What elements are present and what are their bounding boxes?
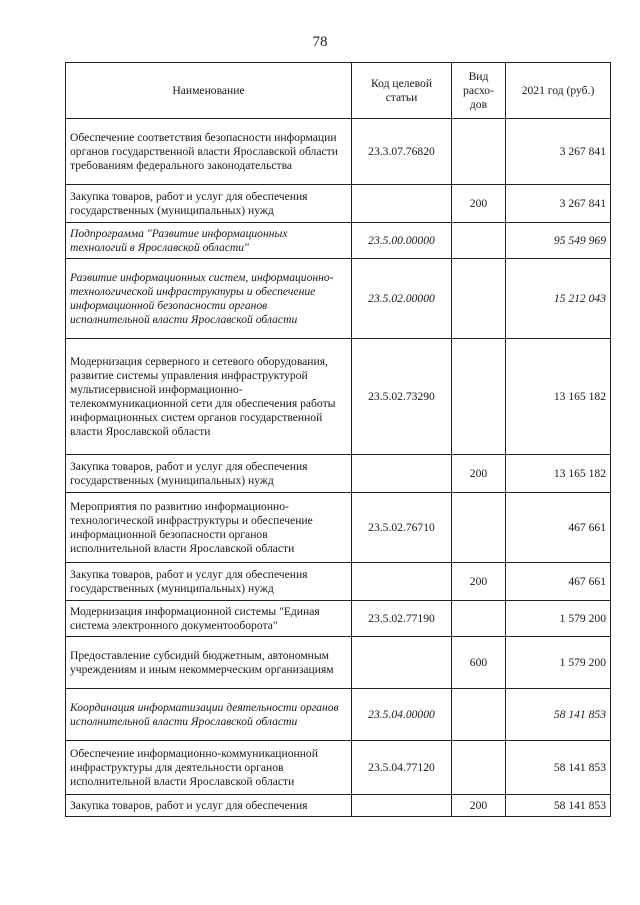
row-name: Обеспечение соответствия безопасности информации органов государственной власти Ярославской области требованиям федерального законодательства [66,119,352,185]
row-code: 23.5.00.00000 [352,223,452,259]
table-header-row [66,63,611,119]
row-type [452,223,506,259]
row-amount: 95 549 969 [506,223,611,259]
row-code [352,455,452,493]
row-name: Мероприятия по развитию информационно-технологической инфраструктуры и обеспечение информационной безопасности органов исполнительной власти Ярославской области [66,493,352,563]
table-row [66,185,611,223]
row-type [452,741,506,795]
row-name: Развитие информационных систем, информационно-технологической инфраструктуры и обеспечение информационной безопасности органов исполнительной власти Ярославской области [66,259,352,339]
row-amount: 58 141 853 [506,689,611,741]
row-code [352,795,452,817]
row-name: Закупка товаров, работ и услуг для обеспечения [66,795,352,817]
row-name: Модернизация информационной системы "Единая система электронного документооборота" [66,601,352,637]
header-amount: 2021 год (руб.) [506,63,611,119]
row-type [452,493,506,563]
table-row [66,339,611,455]
row-code: 23.5.02.73290 [352,339,452,455]
row-type [452,339,506,455]
row-name: Закупка товаров, работ и услуг для обеспечения государственных (муниципальных) нужд [66,185,352,223]
row-code [352,637,452,689]
page-number: 78 [312,34,328,50]
row-code: 23.5.02.77190 [352,601,452,637]
table-row [66,795,611,817]
row-type: 200 [452,185,506,223]
row-name: Обеспечение информационно-коммуникационной инфраструктуры для деятельности органов исполнительной власти Ярославской области [66,741,352,795]
row-type: 200 [452,795,506,817]
header-code: Код целевой статьи [352,63,452,119]
table-row [66,741,611,795]
row-type: 600 [452,637,506,689]
header-name: Наименование [66,63,352,119]
table-row [66,119,611,185]
row-amount: 1 579 200 [506,637,611,689]
row-type: 200 [452,563,506,601]
row-code: 23.5.04.00000 [352,689,452,741]
row-amount: 13 165 182 [506,455,611,493]
table-row [66,637,611,689]
header-type: Вид расхо-дов [452,63,506,119]
table-row [66,493,611,563]
row-type [452,119,506,185]
row-code [352,185,452,223]
row-code [352,563,452,601]
table-row [66,223,611,259]
row-type [452,259,506,339]
row-amount: 3 267 841 [506,185,611,223]
table-row [66,259,611,339]
row-amount: 467 661 [506,493,611,563]
row-name: Подпрограмма "Развитие информационных технологий в Ярославской области" [66,223,352,259]
row-code: 23.5.02.76710 [352,493,452,563]
budget-table [65,62,611,817]
row-amount: 3 267 841 [506,119,611,185]
row-code: 23.5.02.00000 [352,259,452,339]
row-amount: 467 661 [506,563,611,601]
row-name: Закупка товаров, работ и услуг для обеспечения государственных (муниципальных) нужд [66,455,352,493]
row-type: 200 [452,455,506,493]
row-amount: 1 579 200 [506,601,611,637]
row-name: Предоставление субсидий бюджетным, автономным учреждениям и иным некоммерческим организациям [66,637,352,689]
row-type [452,601,506,637]
table-row [66,601,611,637]
row-amount: 13 165 182 [506,339,611,455]
row-code: 23.5.04.77120 [352,741,452,795]
row-name: Модернизация серверного и сетевого оборудования, развитие системы управления инфраструктурой мультисервисной информационно-телекоммуникационной сети для обеспечения работы информационных систем органов государственной власти Ярославской области [66,339,352,455]
table-row [66,689,611,741]
row-type [452,689,506,741]
row-code: 23.3.07.76820 [352,119,452,185]
table-row [66,563,611,601]
row-name: Координация информатизации деятельности органов исполнительной власти Ярославской области [66,689,352,741]
table-row [66,455,611,493]
row-amount: 58 141 853 [506,795,611,817]
row-amount: 58 141 853 [506,741,611,795]
row-name: Закупка товаров, работ и услуг для обеспечения государственных (муниципальных) нужд [66,563,352,601]
row-amount: 15 212 043 [506,259,611,339]
